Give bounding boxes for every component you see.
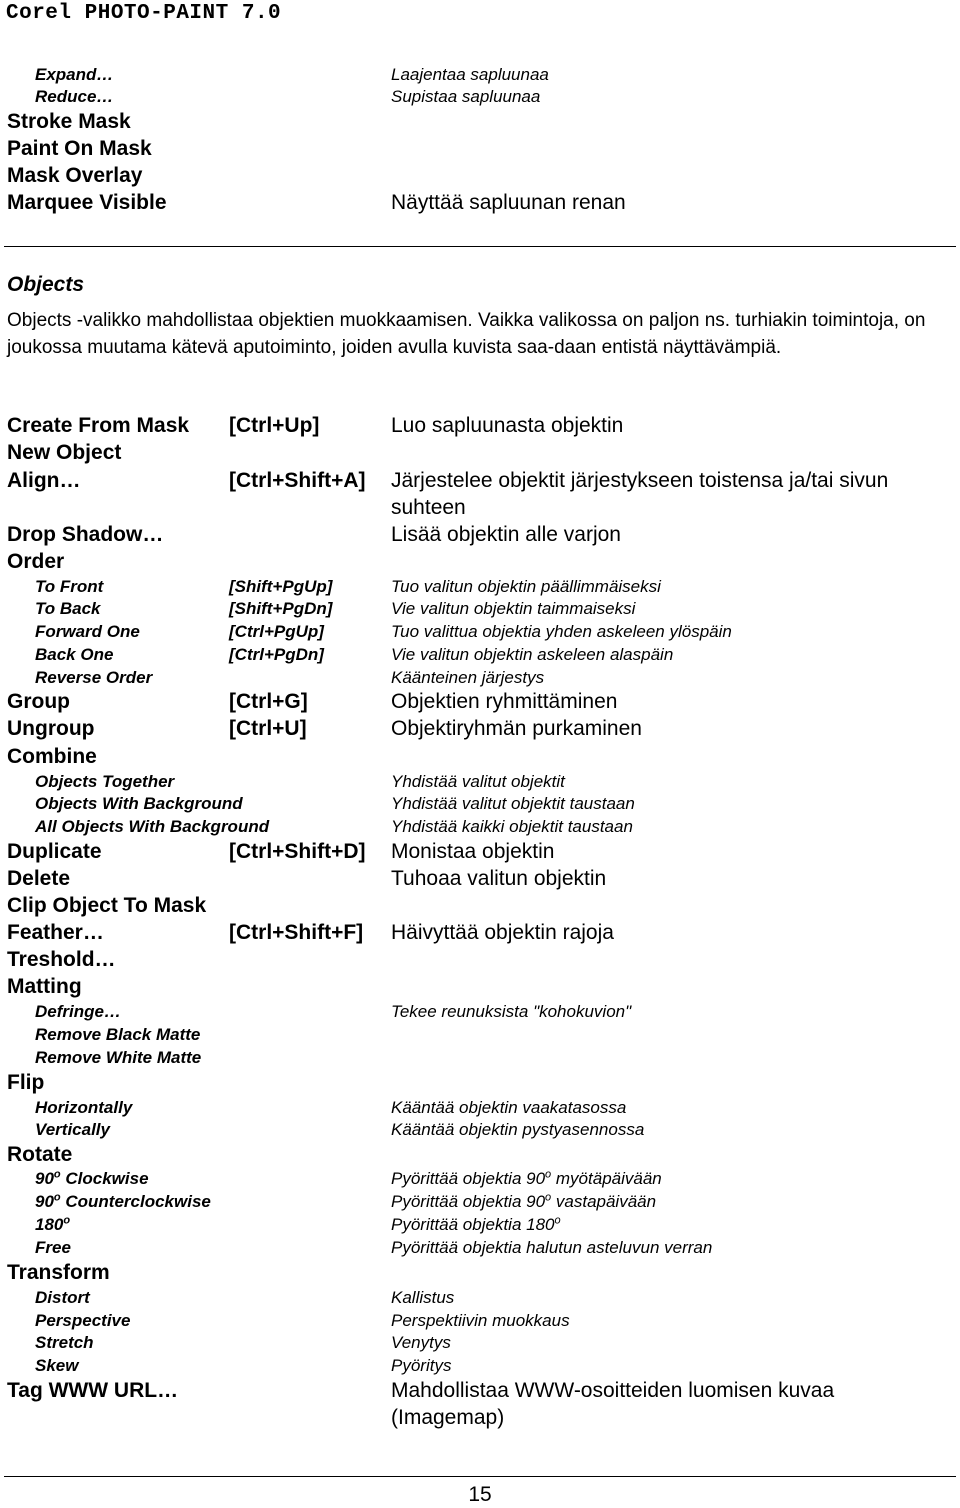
item-description-text: Supistaa sapluunaa	[391, 87, 541, 106]
item-description-text: Pyörittää objektia halutun asteluvun verran	[391, 1238, 713, 1257]
item-description	[391, 717, 642, 741]
item-name-text: Free	[35, 1238, 71, 1257]
submenu-item	[0, 597, 960, 621]
item-description	[391, 840, 554, 864]
submenu-item	[0, 1190, 960, 1214]
item-shortcut: [Ctrl+Shift+F]	[229, 921, 364, 944]
item-description	[391, 690, 617, 714]
item-name-text: Skew	[35, 1356, 79, 1375]
item-name-text: To Back	[35, 599, 101, 618]
item-name-text: Remove White Matte	[35, 1048, 202, 1067]
item-description-text: Vie valitun objektin askeleen alaspäin	[391, 645, 674, 664]
item-description-text: Häivyttää objektin rajoja	[391, 921, 614, 944]
submenu-item	[0, 643, 960, 667]
menu-item	[0, 745, 960, 769]
item-name	[7, 975, 82, 999]
item-name	[35, 1118, 110, 1142]
submenu-item	[0, 815, 960, 839]
item-name	[35, 85, 113, 109]
item-name	[7, 1071, 44, 1095]
item-shortcut: [Ctrl+PgDn]	[229, 645, 324, 664]
item-name-text: Vertically	[35, 1120, 110, 1139]
objects-description: Objects -valikko mahdollistaa objektien muokkaamisen. Vaikka valikossa on paljon ns. turhiakin toimintoja, on joukossa muutama kätevä aputoiminto, joiden avulla kuvista saa-daan entistä näyttävämpiä.	[7, 310, 926, 358]
item-name	[35, 1309, 130, 1333]
item-description-text: Kääntää objektin vaakatasossa	[391, 1098, 627, 1117]
menu-item	[0, 469, 960, 519]
item-name-text: Objects With Background	[35, 794, 243, 813]
item-name	[7, 550, 64, 574]
degree-sign: o	[53, 1191, 61, 1204]
item-name-text: Back One	[35, 645, 114, 664]
item-description	[391, 191, 626, 215]
submenu-item	[0, 63, 960, 87]
item-name	[35, 815, 269, 839]
submenu-item	[0, 1213, 960, 1237]
item-description-rest: vastapäivään	[551, 1192, 657, 1211]
item-name	[7, 745, 97, 769]
item-name	[35, 1236, 71, 1260]
submenu-item	[0, 1023, 960, 1047]
item-name-text: Paint On Mask	[7, 137, 152, 160]
item-name-rest: Counterclockwise	[60, 1192, 211, 1211]
item-name	[35, 1354, 78, 1378]
degree-sign: o	[63, 1214, 71, 1227]
item-name	[35, 1331, 94, 1355]
item-description-text: Vie valitun objektin taimmaiseksi	[391, 599, 636, 618]
item-description-rest: myötäpäivään	[551, 1169, 662, 1188]
item-name	[35, 63, 113, 87]
item-description-text: Lisää objektin alle varjon	[391, 523, 621, 546]
item-name-text: 90	[35, 1169, 54, 1188]
item-name-text: Mask Overlay	[7, 164, 143, 187]
item-name	[35, 1190, 211, 1214]
item-name	[7, 1379, 178, 1403]
item-shortcut: [Ctrl+Shift+A]	[229, 469, 366, 492]
submenu-item	[0, 1096, 960, 1120]
item-description-text: Näyttää sapluunan renan	[391, 191, 626, 214]
submenu-item	[0, 1000, 960, 1024]
item-description	[391, 1118, 644, 1142]
menu-item	[0, 137, 960, 161]
degree-sign: o	[554, 1214, 561, 1227]
item-description-text: Yhdistää valitut objektit taustaan	[391, 794, 635, 813]
item-name-text: Ungroup	[7, 717, 95, 740]
item-name-text: Flip	[7, 1071, 45, 1094]
item-description	[391, 792, 635, 816]
item-name	[7, 191, 167, 215]
item-name-text: Reverse Order	[35, 668, 153, 687]
menu-item	[0, 191, 960, 215]
item-shortcut: [Ctrl+Up]	[229, 414, 320, 437]
menu-item	[0, 1379, 960, 1429]
item-name	[7, 1261, 110, 1285]
item-name	[35, 575, 103, 599]
item-name	[35, 792, 243, 816]
item-name	[7, 690, 70, 714]
item-name-text: Create From Mask	[7, 414, 190, 437]
item-name	[7, 948, 116, 972]
menu-item	[0, 414, 960, 438]
item-name	[7, 523, 163, 547]
item-description	[391, 597, 635, 621]
menu-item	[0, 523, 960, 547]
item-name	[7, 469, 81, 493]
menu-item	[0, 1071, 960, 1095]
item-name	[7, 867, 70, 891]
item-description	[391, 85, 540, 109]
item-description	[391, 1286, 454, 1310]
item-name	[35, 1213, 70, 1237]
item-shortcut: [Shift+PgUp]	[229, 577, 333, 596]
item-description-text: Yhdistää kaikki objektit taustaan	[391, 817, 633, 836]
item-description-text: Tekee reunuksista "kohokuvion"	[391, 1002, 632, 1021]
item-description-text: Venytys	[391, 1333, 451, 1352]
item-name	[7, 894, 206, 918]
item-name	[35, 666, 152, 690]
item-description	[391, 770, 565, 794]
submenu-item	[0, 792, 960, 816]
menu-item	[0, 894, 960, 918]
item-name	[35, 1167, 149, 1191]
item-description-text: Kallistus	[391, 1288, 455, 1307]
item-description	[391, 1354, 451, 1378]
item-name	[35, 643, 113, 667]
submenu-item	[0, 1286, 960, 1310]
footer-divider	[4, 1476, 956, 1477]
item-name-text: Reduce…	[35, 87, 114, 106]
item-name	[7, 840, 102, 864]
item-name-text: Expand…	[35, 65, 114, 84]
item-description	[391, 1096, 626, 1120]
item-shortcut: [Ctrl+G]	[229, 690, 308, 713]
item-description-text: Tuhoaa valitun objektin	[391, 867, 607, 890]
submenu-item	[0, 1331, 960, 1355]
item-description-text: Mahdollistaa WWW-osoitteiden luomisen kuvaa	[391, 1379, 835, 1402]
menu-item	[0, 550, 960, 574]
item-description	[391, 1309, 570, 1333]
item-description-text: Käänteinen järjestys	[391, 668, 545, 687]
item-description	[391, 1000, 631, 1024]
item-description	[391, 921, 614, 945]
item-description	[391, 867, 606, 891]
item-description	[391, 1379, 834, 1403]
item-description	[391, 1213, 561, 1237]
degree-sign: o	[53, 1168, 61, 1181]
item-description	[391, 414, 623, 438]
item-name	[7, 441, 121, 465]
section-divider	[4, 246, 956, 247]
item-name-text: Perspective	[35, 1311, 131, 1330]
objects-heading: Objects	[7, 273, 85, 296]
item-name-text: Group	[7, 690, 70, 713]
submenu-item	[0, 666, 960, 690]
item-name-text: 180	[35, 1215, 64, 1234]
item-description-text: Pyörittää objektia 90	[391, 1169, 546, 1188]
item-name-text: Order	[7, 550, 65, 573]
item-shortcut: [Ctrl+U]	[229, 717, 307, 740]
page-header: Corel PHOTO-PAINT 7.0	[6, 2, 282, 25]
item-name	[7, 137, 152, 161]
item-name	[7, 164, 142, 188]
item-description	[391, 469, 888, 493]
item-shortcut: [Ctrl+PgUp]	[229, 622, 324, 641]
item-description	[391, 1190, 656, 1214]
item-name	[7, 717, 94, 741]
submenu-item	[0, 1236, 960, 1260]
menu-item	[0, 1143, 960, 1167]
item-description-text: Objektiryhmän purkaminen	[391, 717, 642, 740]
item-description	[391, 63, 549, 87]
item-description-text: Tuo valitun objektin päällimmäiseksi	[391, 577, 661, 596]
item-name-text: Feather…	[7, 921, 104, 944]
item-name-text: Marquee Visible	[7, 191, 167, 214]
menu-item	[0, 948, 960, 972]
item-description-continued: (Imagemap)	[391, 1406, 505, 1429]
item-name-text: Defringe…	[35, 1002, 121, 1021]
item-description	[391, 815, 633, 839]
menu-item	[0, 441, 960, 465]
item-name-text: Clip Object To Mask	[7, 894, 207, 917]
submenu-item	[0, 1309, 960, 1333]
item-description-text: Yhdistää valitut objektit	[391, 772, 565, 791]
submenu-item	[0, 1167, 960, 1191]
item-name-text: Forward One	[35, 622, 140, 641]
menu-item	[0, 921, 960, 945]
item-description-text: Objektien ryhmittäminen	[391, 690, 618, 713]
item-name	[35, 597, 101, 621]
item-description-text: Perspektiivin muokkaus	[391, 1311, 570, 1330]
item-name-text: All Objects With Background	[35, 817, 270, 836]
submenu-item	[0, 620, 960, 644]
item-name-text: Combine	[7, 745, 97, 768]
item-description	[391, 523, 621, 547]
item-name-text: Tag WWW URL…	[7, 1379, 179, 1402]
item-name-text: Align…	[7, 469, 81, 492]
item-description-text: Pyörittää objektia 180	[391, 1215, 555, 1234]
item-shortcut: [Shift+PgDn]	[229, 599, 333, 618]
menu-item	[0, 110, 960, 134]
item-name	[35, 770, 174, 794]
item-name-text: Drop Shadow…	[7, 523, 164, 546]
item-name-text: Distort	[35, 1288, 90, 1307]
item-name	[35, 620, 140, 644]
submenu-item	[0, 770, 960, 794]
menu-item	[0, 975, 960, 999]
degree-sign: o	[545, 1191, 552, 1204]
submenu-item	[0, 575, 960, 599]
item-name-text: Matting	[7, 975, 82, 998]
item-name-text: Duplicate	[7, 840, 102, 863]
item-name-text: Rotate	[7, 1143, 73, 1166]
item-description-text: Pyöritys	[391, 1356, 452, 1375]
page-number: 15	[468, 1483, 492, 1506]
submenu-item	[0, 1118, 960, 1142]
item-description-text: Pyörittää objektia 90	[391, 1192, 546, 1211]
item-name-text: New Object	[7, 441, 122, 464]
item-description	[391, 620, 732, 644]
item-shortcut: [Ctrl+Shift+D]	[229, 840, 366, 863]
item-description-continued: suhteen	[391, 496, 466, 519]
item-name	[35, 1096, 132, 1120]
menu-item	[0, 840, 960, 864]
item-name	[7, 110, 131, 134]
item-name	[7, 414, 189, 438]
item-name-text: Remove Black Matte	[35, 1025, 201, 1044]
degree-sign: o	[545, 1168, 552, 1181]
item-description-text: Monistaa objektin	[391, 840, 555, 863]
menu-item	[0, 717, 960, 741]
item-name	[35, 1286, 90, 1310]
item-name	[35, 1046, 201, 1070]
item-name-text: 90	[35, 1192, 54, 1211]
menu-item	[0, 867, 960, 891]
item-name	[35, 1000, 121, 1024]
submenu-item	[0, 1046, 960, 1070]
item-description	[391, 575, 661, 599]
menu-item	[0, 164, 960, 188]
item-name-text: Objects Together	[35, 772, 175, 791]
item-name	[7, 921, 104, 945]
item-name	[35, 1023, 200, 1047]
item-name-rest: Clockwise	[60, 1169, 149, 1188]
item-name-text: Horizontally	[35, 1098, 133, 1117]
item-description-text: Luo sapluunasta objektin	[391, 414, 624, 437]
menu-item	[0, 1261, 960, 1285]
item-description	[391, 643, 673, 667]
item-name-text: To Front	[35, 577, 104, 596]
item-description	[391, 1167, 662, 1191]
item-description	[391, 1236, 712, 1260]
item-name-text: Treshold…	[7, 948, 116, 971]
item-description	[391, 666, 544, 690]
item-name-text: Stretch	[35, 1333, 94, 1352]
item-name	[7, 1143, 72, 1167]
item-description-text: Kääntää objektin pystyasennossa	[391, 1120, 645, 1139]
submenu-item	[0, 85, 960, 109]
item-name-text: Transform	[7, 1261, 110, 1284]
item-name-text: Stroke Mask	[7, 110, 131, 133]
menu-item	[0, 690, 960, 714]
item-description-text: Järjestelee objektit järjestykseen toistensa ja/tai sivun	[391, 469, 889, 492]
item-description-text: Laajentaa sapluunaa	[391, 65, 549, 84]
submenu-item	[0, 1354, 960, 1378]
item-name-text: Delete	[7, 867, 71, 890]
item-description	[391, 1331, 451, 1355]
item-description-text: Tuo valittua objektia yhden askeleen ylöspäin	[391, 622, 732, 641]
